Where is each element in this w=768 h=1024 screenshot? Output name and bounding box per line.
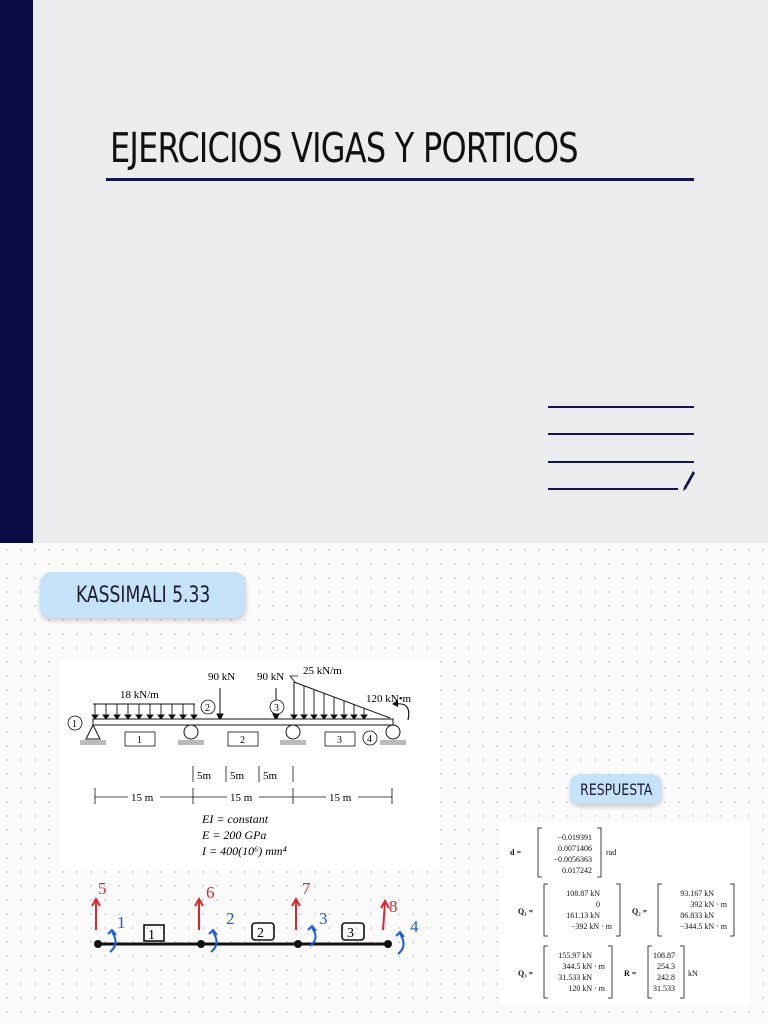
answer-r-value: 31.533 bbox=[653, 984, 675, 993]
answer-q2-value: 93.167 kN bbox=[680, 889, 714, 898]
point-load-2-label: 90 kN bbox=[257, 671, 285, 683]
writing-line bbox=[548, 433, 694, 435]
answer-tag-label: RESPUESTA bbox=[579, 779, 653, 799]
answer-q3-value: 344.5 kN · m bbox=[562, 962, 605, 971]
answer-d-value: −0.019391 bbox=[557, 833, 592, 842]
span-label: 15 m bbox=[230, 792, 253, 804]
dof-sketch bbox=[80, 872, 440, 962]
page-title: EJERCICIOS VIGAS Y PORTICOS bbox=[110, 124, 578, 172]
sketch-node bbox=[94, 940, 102, 948]
answer-r-unit: kN bbox=[688, 969, 698, 978]
cover-sidebar bbox=[0, 0, 33, 543]
dof-rotation-label: 4 bbox=[410, 917, 419, 936]
member-label: 2 bbox=[240, 735, 245, 746]
point-load-1-label: 90 kN bbox=[208, 671, 236, 683]
dof-vertical-label: 7 bbox=[302, 879, 311, 898]
answer-r-value: 242.8 bbox=[657, 973, 675, 982]
writing-line bbox=[548, 406, 694, 408]
spacing-label: 5m bbox=[230, 770, 245, 782]
node-label: 1 bbox=[72, 719, 77, 730]
triangular-load-label: 25 kN/m bbox=[303, 665, 342, 677]
answer-tag bbox=[570, 774, 662, 804]
beam-diagram bbox=[60, 660, 440, 870]
dof-rotation-label: 1 bbox=[117, 913, 126, 932]
exercise-tag-label: KASSIMALI 5.33 bbox=[75, 582, 211, 608]
sketch-member-label: 2 bbox=[257, 926, 264, 941]
answer-q1-value: −392 kN · m bbox=[570, 922, 612, 931]
answer-q1-value: 161.13 kN bbox=[566, 911, 600, 920]
spacing-label: 5m bbox=[263, 770, 278, 782]
answer-q2-value: 392 kN · m bbox=[690, 900, 727, 909]
writing-line bbox=[548, 461, 694, 463]
sketch-node bbox=[197, 940, 205, 948]
title-underline bbox=[106, 178, 694, 181]
node-label: 3 bbox=[274, 703, 279, 714]
member-label: 1 bbox=[137, 735, 142, 746]
member-label: 3 bbox=[337, 735, 342, 746]
node-label: 4 bbox=[367, 734, 372, 745]
node-label: 2 bbox=[205, 703, 210, 714]
answer-q2-label: Q₂ = bbox=[632, 907, 648, 916]
answer-q1-value: 0 bbox=[596, 900, 600, 909]
answer-d-value: 0.017242 bbox=[562, 866, 592, 875]
exercise-tag bbox=[40, 572, 246, 618]
writing-line bbox=[548, 488, 678, 490]
sketch-member-label: 1 bbox=[148, 928, 155, 943]
answer-r-value: 108.87 bbox=[653, 951, 675, 960]
spacing-label: 5m bbox=[197, 770, 212, 782]
dof-vertical-label: 5 bbox=[98, 879, 107, 898]
dof-rotation-label: 2 bbox=[226, 909, 235, 928]
answer-q3-value: 120 kN · m bbox=[568, 984, 605, 993]
answer-d-unit: rad bbox=[606, 848, 617, 857]
pen-icon bbox=[682, 470, 696, 492]
beam-figure bbox=[60, 660, 440, 870]
answer-q1-value: 108.87 kN bbox=[566, 889, 600, 898]
answer-r-value: 254.3 bbox=[657, 962, 675, 971]
sketch-member-label: 3 bbox=[347, 926, 354, 941]
answer-q3-value: 155.97 kN bbox=[558, 951, 592, 960]
property-line: I = 400(10⁶) mm⁴ bbox=[202, 844, 287, 858]
dof-vertical-label: 8 bbox=[389, 897, 398, 916]
dof-rotation-label: 3 bbox=[319, 909, 328, 928]
sketch-node bbox=[294, 940, 302, 948]
span-label: 15 m bbox=[329, 792, 352, 804]
span-label: 15 m bbox=[131, 792, 154, 804]
distributed-load-label: 18 kN/m bbox=[120, 689, 159, 701]
property-line: E = 200 GPa bbox=[202, 828, 267, 842]
answer-d-value: −0.0056363 bbox=[553, 855, 592, 864]
dof-vertical-label: 6 bbox=[206, 883, 215, 902]
answer-q2-value: 86.833 kN bbox=[680, 911, 714, 920]
answer-r-label: R = bbox=[624, 969, 637, 978]
answer-d-value: 0.0071406 bbox=[558, 844, 592, 853]
property-line: EI = constant bbox=[202, 812, 269, 826]
answer-d-label: d = bbox=[510, 848, 522, 857]
moment-label: 120 kN•m bbox=[366, 693, 412, 705]
answer-q3-label: Q₃ = bbox=[518, 969, 534, 978]
sketch-node bbox=[384, 940, 392, 948]
answer-q2-value: −344.5 kN · m bbox=[679, 922, 727, 931]
answer-q3-value: 31.533 kN bbox=[558, 973, 592, 982]
answer-block bbox=[500, 822, 750, 1004]
answer-q1-label: Q₁ = bbox=[518, 907, 534, 916]
